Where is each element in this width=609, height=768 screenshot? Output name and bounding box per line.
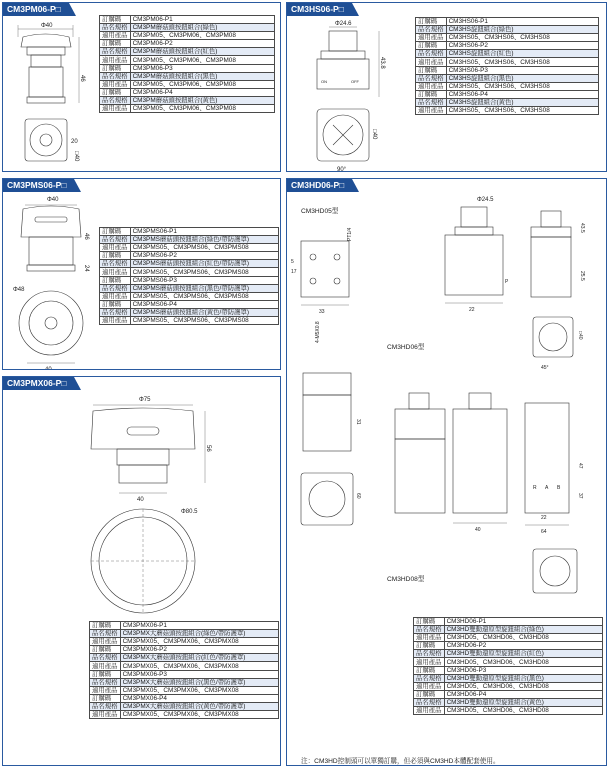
spec-row xyxy=(416,18,599,26)
spec-value: CM3PMX05、CM3PMX06、CM3PMX08 xyxy=(120,638,278,646)
spec-value: CM3PMX大蘑菇頭按鈕組合(黑色/帶防護罩) xyxy=(120,678,278,686)
spec-row xyxy=(414,707,603,715)
pms06-drawing xyxy=(13,193,108,373)
spec-key: 適用產品 xyxy=(90,662,121,670)
spec-row xyxy=(416,90,599,98)
spec-row xyxy=(90,670,279,678)
pm06-spec-table xyxy=(99,15,275,113)
dim-square: □40 xyxy=(73,151,79,162)
spec-value: CM3PMS05、CM3PMS06、CM3PMS08 xyxy=(130,244,278,252)
spec-key: 適用產品 xyxy=(414,634,445,642)
spec-value: CM3PMX大蘑菇頭按鈕組合(黃色/帶防護罩) xyxy=(120,702,278,710)
spec-row xyxy=(416,50,599,58)
spec-key: 訂購碼 xyxy=(90,670,121,678)
panel-hd06 xyxy=(286,178,607,766)
spec-key: 適用產品 xyxy=(416,107,447,115)
hs06-spec-table xyxy=(415,17,599,115)
dim-sq40: □40 xyxy=(577,331,583,340)
dim-40: 40 xyxy=(475,527,481,533)
dim-dia2: Φ48 xyxy=(13,287,25,293)
spec-row xyxy=(100,284,279,292)
spec-row xyxy=(90,646,279,654)
spec-row xyxy=(414,674,603,682)
hd06-drawing xyxy=(289,193,604,633)
pmx06-drawing xyxy=(63,393,263,623)
spec-value: CM3PMX06-P1 xyxy=(120,622,278,630)
spec-key: 訂購碼 xyxy=(416,90,447,98)
spec-key: 品名規格 xyxy=(416,98,447,106)
spec-value: CM3PM蘑菇頭按鈕組合(黑色) xyxy=(130,72,274,80)
spec-value: CM3PM蘑菇頭按鈕組合(紅色) xyxy=(130,48,274,56)
spec-row xyxy=(414,618,603,626)
hd06-spec-table xyxy=(413,617,603,715)
spec-key: 訂購碼 xyxy=(416,18,447,26)
dim-square: □40 xyxy=(371,129,377,140)
panel-title: CM3HD06-P□ xyxy=(287,179,352,192)
dim-height: 43.8 xyxy=(379,57,385,69)
spec-key: 訂購碼 xyxy=(90,694,121,702)
spec-value: CM3PMS蘑菇頭按鈕組合(黃色/帶防護罩) xyxy=(130,308,278,316)
spec-key: 適用產品 xyxy=(100,32,131,40)
spec-row xyxy=(100,276,279,284)
spec-row xyxy=(100,308,279,316)
spec-value: CM3PMS06-P2 xyxy=(130,252,278,260)
dim-a45: 45° xyxy=(541,365,549,371)
dim-64: 64 xyxy=(541,529,547,535)
spec-key: 品名規格 xyxy=(414,626,445,634)
spec-row xyxy=(414,626,603,634)
spec-row xyxy=(416,74,599,82)
spec-row xyxy=(416,82,599,90)
spec-row xyxy=(416,26,599,34)
spec-value: CM3PMS05、CM3PMS06、CM3PMS08 xyxy=(130,292,278,300)
spec-key: 品名規格 xyxy=(416,74,447,82)
spec-value: CM3HD06-P2 xyxy=(444,642,602,650)
spec-key: 訂購碼 xyxy=(90,646,121,654)
spec-row xyxy=(90,678,279,686)
spec-row xyxy=(414,682,603,690)
spec-value: CM3HS06-P4 xyxy=(446,90,598,98)
spec-row xyxy=(90,638,279,646)
dim-width: 40 xyxy=(45,367,52,373)
spec-row xyxy=(90,662,279,670)
spec-value: CM3PMX05、CM3PMX06、CM3PMX08 xyxy=(120,711,278,719)
spec-value: CM3PMX05、CM3PMX06、CM3PMX08 xyxy=(120,686,278,694)
spec-key: 訂購碼 xyxy=(100,64,131,72)
spec-row xyxy=(416,58,599,66)
spec-key: 品名規格 xyxy=(90,702,121,710)
spec-value: CM3PMX06-P3 xyxy=(120,670,278,678)
spec-key: 品名規格 xyxy=(100,72,131,80)
spec-key: 訂購碼 xyxy=(414,666,445,674)
spec-key: 適用產品 xyxy=(414,658,445,666)
spec-value: CM3HS旋鈕組合(綠色) xyxy=(446,26,598,34)
spec-value: CM3PM06-P2 xyxy=(130,40,274,48)
spec-key: 適用產品 xyxy=(100,268,131,276)
label-hd08: CM3HD08型 xyxy=(387,576,425,583)
spec-row xyxy=(90,711,279,719)
spec-value: CM3PM05、CM3PM06、CM3PM08 xyxy=(130,80,274,88)
spec-value: CM3HD05、CM3HD06、CM3HD08 xyxy=(444,658,602,666)
panel-pms06 xyxy=(2,178,281,373)
spec-row xyxy=(416,42,599,50)
spec-key: 訂購碼 xyxy=(414,618,445,626)
spec-value: CM3PM06-P3 xyxy=(130,64,274,72)
dim-angle: 90° xyxy=(337,167,347,173)
spec-value: CM3HS05、CM3HS06、CM3HS08 xyxy=(446,34,598,42)
spec-row xyxy=(416,66,599,74)
panel-pmx06 xyxy=(2,376,281,766)
spec-row xyxy=(100,236,279,244)
spec-key: 適用產品 xyxy=(100,80,131,88)
spec-row xyxy=(414,658,603,666)
spec-key: 品名規格 xyxy=(414,674,445,682)
spec-key: 適用產品 xyxy=(416,34,447,42)
spec-key: 適用產品 xyxy=(416,82,447,90)
spec-key: 品名規格 xyxy=(100,48,131,56)
spec-value: CM3HD06-P4 xyxy=(444,690,602,698)
spec-value: CM3PMX大蘑菇頭按鈕組合(綠色/帶防護罩) xyxy=(120,630,278,638)
spec-row xyxy=(414,690,603,698)
dim-depth: 20 xyxy=(71,139,78,145)
hs06-drawing xyxy=(299,17,409,172)
dim-435: 43.5 xyxy=(579,223,585,233)
spec-value: CM3HS05、CM3HS06、CM3HS08 xyxy=(446,58,598,66)
pmx06-spec-table xyxy=(89,621,279,719)
spec-row xyxy=(90,622,279,630)
spec-value: CM3HS旋鈕組合(黃色) xyxy=(446,98,598,106)
panel-title: CM3PMX06-P□ xyxy=(3,377,74,390)
spec-key: 適用產品 xyxy=(90,638,121,646)
label-off: OFF xyxy=(351,79,359,84)
spec-value: CM3PMS05、CM3PMS06、CM3PMS08 xyxy=(130,317,278,325)
dim-5: 5 xyxy=(291,259,294,265)
panel-pm06 xyxy=(2,2,281,172)
spec-value: CM3PMS蘑菇頭按鈕組合(綠色/帶防護罩) xyxy=(130,236,278,244)
spec-value: CM3PMS05、CM3PMS06、CM3PMS08 xyxy=(130,268,278,276)
spec-value: CM3PM05、CM3PM06、CM3PM08 xyxy=(130,56,274,64)
spec-value: CM3PMX06-P4 xyxy=(120,694,278,702)
spec-value: CM3PMX06-P2 xyxy=(120,646,278,654)
spec-value: CM3PM05、CM3PM06、CM3PM08 xyxy=(130,32,274,40)
dim-37: 37 xyxy=(577,493,583,499)
pms06-spec-table xyxy=(99,227,279,325)
spec-key: 適用產品 xyxy=(100,292,131,300)
spec-row xyxy=(100,56,275,64)
spec-value: CM3HD05、CM3HD06、CM3HD08 xyxy=(444,707,602,715)
spec-value: CM3PMS06-P4 xyxy=(130,300,278,308)
label-b: B xyxy=(557,485,561,491)
spec-key: 訂購碼 xyxy=(100,300,131,308)
spec-key: 品名規格 xyxy=(416,50,447,58)
spec-value: CM3PMS蘑菇頭按鈕組合(紅色/帶防護罩) xyxy=(130,260,278,268)
spec-key: 品名規格 xyxy=(416,26,447,34)
dim-dia: Φ24.6 xyxy=(335,21,352,27)
spec-key: 品名規格 xyxy=(100,308,131,316)
panel-title: CM3PM06-P□ xyxy=(3,3,69,16)
spec-key: 適用產品 xyxy=(90,711,121,719)
spec-row xyxy=(100,96,275,104)
spec-value: CM3PMX大蘑菇頭按鈕組合(紅色/帶防護罩) xyxy=(120,654,278,662)
label-p: P xyxy=(505,279,509,285)
panel-title: CM3PMS06-P□ xyxy=(3,179,74,192)
spec-row xyxy=(100,72,275,80)
dim-22: 22 xyxy=(469,307,475,313)
dim-17: 17 xyxy=(291,269,297,275)
dim-dia: Φ75 xyxy=(139,397,151,403)
spec-row xyxy=(100,32,275,40)
spec-value: CM3HS06-P3 xyxy=(446,66,598,74)
spec-row xyxy=(100,252,279,260)
spec-key: 訂購碼 xyxy=(100,228,131,236)
spec-key: 適用產品 xyxy=(414,707,445,715)
spec-row xyxy=(100,228,279,236)
spec-row xyxy=(414,642,603,650)
spec-row xyxy=(100,64,275,72)
spec-value: CM3HS06-P2 xyxy=(446,42,598,50)
spec-value: CM3PMX05、CM3PMX06、CM3PMX08 xyxy=(120,662,278,670)
dim-dia: Φ24.5 xyxy=(477,197,494,203)
spec-key: 品名規格 xyxy=(100,24,131,32)
spec-row xyxy=(100,268,279,276)
spec-key: 品名規格 xyxy=(414,650,445,658)
dim-dia2: Φ80.5 xyxy=(181,509,198,515)
spec-value: CM3HS旋鈕組合(紅色) xyxy=(446,50,598,58)
spec-row xyxy=(416,34,599,42)
spec-row xyxy=(414,634,603,642)
spec-key: 適用產品 xyxy=(100,56,131,64)
spec-value: CM3HS旋鈕組合(黑色) xyxy=(446,74,598,82)
spec-row xyxy=(90,654,279,662)
dim-60: 60 xyxy=(355,493,361,499)
spec-key: 品名規格 xyxy=(90,678,121,686)
spec-value: CM3PM05、CM3PM06、CM3PM08 xyxy=(130,105,274,113)
spec-row xyxy=(90,686,279,694)
panel-title: CM3HS06-P□ xyxy=(287,3,352,16)
spec-key: 訂購碼 xyxy=(416,42,447,50)
spec-row xyxy=(416,98,599,106)
label-a: A xyxy=(545,485,549,491)
spec-key: 適用產品 xyxy=(100,244,131,252)
pm06-side-drawing xyxy=(13,17,103,172)
dim-33: 33 xyxy=(319,309,325,315)
dim-31: 31 xyxy=(355,419,361,425)
dim-22b: 22 xyxy=(541,515,547,521)
label-hd06: CM3HD06型 xyxy=(387,344,425,351)
spec-key: 訂購碼 xyxy=(414,690,445,698)
spec-key: 適用產品 xyxy=(414,682,445,690)
spec-key: 訂購碼 xyxy=(100,40,131,48)
label-on: ON xyxy=(321,79,327,84)
spec-key: 訂購碼 xyxy=(414,642,445,650)
dim-dia: Φ40 xyxy=(47,197,59,203)
spec-value: CM3HS05、CM3HS06、CM3HS08 xyxy=(446,82,598,90)
spec-row xyxy=(414,698,603,706)
spec-key: 適用產品 xyxy=(100,317,131,325)
label-on: ON xyxy=(533,232,539,236)
dim-depth: 24 xyxy=(83,265,89,272)
spec-key: 品名規格 xyxy=(90,630,121,638)
spec-row xyxy=(100,80,275,88)
dim-255: 25.5 xyxy=(579,271,585,281)
spec-key: 品名規格 xyxy=(100,236,131,244)
spec-key: 訂購碼 xyxy=(90,622,121,630)
dim-m5: 4-M5X0.8 xyxy=(315,321,321,343)
dim-47: 47 xyxy=(577,463,583,469)
dim-height: 46 xyxy=(83,233,89,240)
spec-value: CM3PM06-P1 xyxy=(130,16,274,24)
spec-row xyxy=(90,630,279,638)
spec-row xyxy=(90,702,279,710)
spec-key: 品名規格 xyxy=(90,654,121,662)
spec-value: CM3HD雙動還原型旋鈕組合(黑色) xyxy=(444,674,602,682)
dim-height: 46 xyxy=(79,75,85,82)
spec-key: 訂購碼 xyxy=(100,88,131,96)
spec-key: 訂購碼 xyxy=(100,252,131,260)
spec-row xyxy=(100,260,279,268)
spec-row xyxy=(100,40,275,48)
spec-value: CM3HD05、CM3HD06、CM3HD08 xyxy=(444,682,602,690)
spec-value: CM3HS06-P1 xyxy=(446,18,598,26)
spec-row xyxy=(100,105,275,113)
spec-key: 訂購碼 xyxy=(100,276,131,284)
spec-value: CM3PM06-P4 xyxy=(130,88,274,96)
spec-value: CM3HD雙動還原型旋鈕組合(綠色) xyxy=(444,626,602,634)
spec-row xyxy=(90,694,279,702)
dim-width: 40 xyxy=(137,497,144,503)
spec-row xyxy=(100,16,275,24)
spec-value: CM3PMS06-P1 xyxy=(130,228,278,236)
spec-row xyxy=(414,650,603,658)
spec-key: 品名規格 xyxy=(100,96,131,104)
spec-key: 適用產品 xyxy=(90,686,121,694)
spec-row xyxy=(100,300,279,308)
label-hd05: CM3HD05型 xyxy=(301,208,339,215)
spec-row xyxy=(100,88,275,96)
spec-key: 訂購碼 xyxy=(100,16,131,24)
spec-row xyxy=(100,292,279,300)
spec-row xyxy=(100,317,279,325)
label-r: R xyxy=(533,485,537,491)
spec-key: 適用產品 xyxy=(416,58,447,66)
spec-key: 訂購碼 xyxy=(416,66,447,74)
spec-key: 品名規格 xyxy=(414,698,445,706)
dim-dia: Φ40 xyxy=(41,23,53,29)
spec-value: CM3HS05、CM3HS06、CM3HS08 xyxy=(446,107,598,115)
spec-key: 品名規格 xyxy=(100,260,131,268)
label-off: OFF xyxy=(551,232,558,236)
spec-row xyxy=(416,107,599,115)
panel-hs06 xyxy=(286,2,607,172)
dim-height: 56 xyxy=(205,445,211,452)
dim-pt: PT1/4 xyxy=(347,227,353,241)
spec-value: CM3HD06-P1 xyxy=(444,618,602,626)
hd06-note: 注：CM3HD控制頭可以單獨訂購，但必須與CM3HD本體配套使用。 xyxy=(301,758,500,765)
spec-value: CM3HD雙動還原型旋鈕組合(紅色) xyxy=(444,650,602,658)
spec-value: CM3HD06-P3 xyxy=(444,666,602,674)
spec-row xyxy=(414,666,603,674)
spec-row xyxy=(100,24,275,32)
spec-value: CM3PM蘑菇頭按鈕組合(黃色) xyxy=(130,96,274,104)
spec-value: CM3PM蘑菇頭按鈕組合(綠色) xyxy=(130,24,274,32)
spec-value: CM3PMS06-P3 xyxy=(130,276,278,284)
spec-row xyxy=(100,48,275,56)
spec-key: 適用產品 xyxy=(100,105,131,113)
spec-row xyxy=(100,244,279,252)
spec-value: CM3HD雙動還原型旋鈕組合(黃色) xyxy=(444,698,602,706)
spec-value: CM3PMS蘑菇頭按鈕組合(黑色/帶防護罩) xyxy=(130,284,278,292)
spec-key: 品名規格 xyxy=(100,284,131,292)
spec-value: CM3HD05、CM3HD06、CM3HD08 xyxy=(444,634,602,642)
